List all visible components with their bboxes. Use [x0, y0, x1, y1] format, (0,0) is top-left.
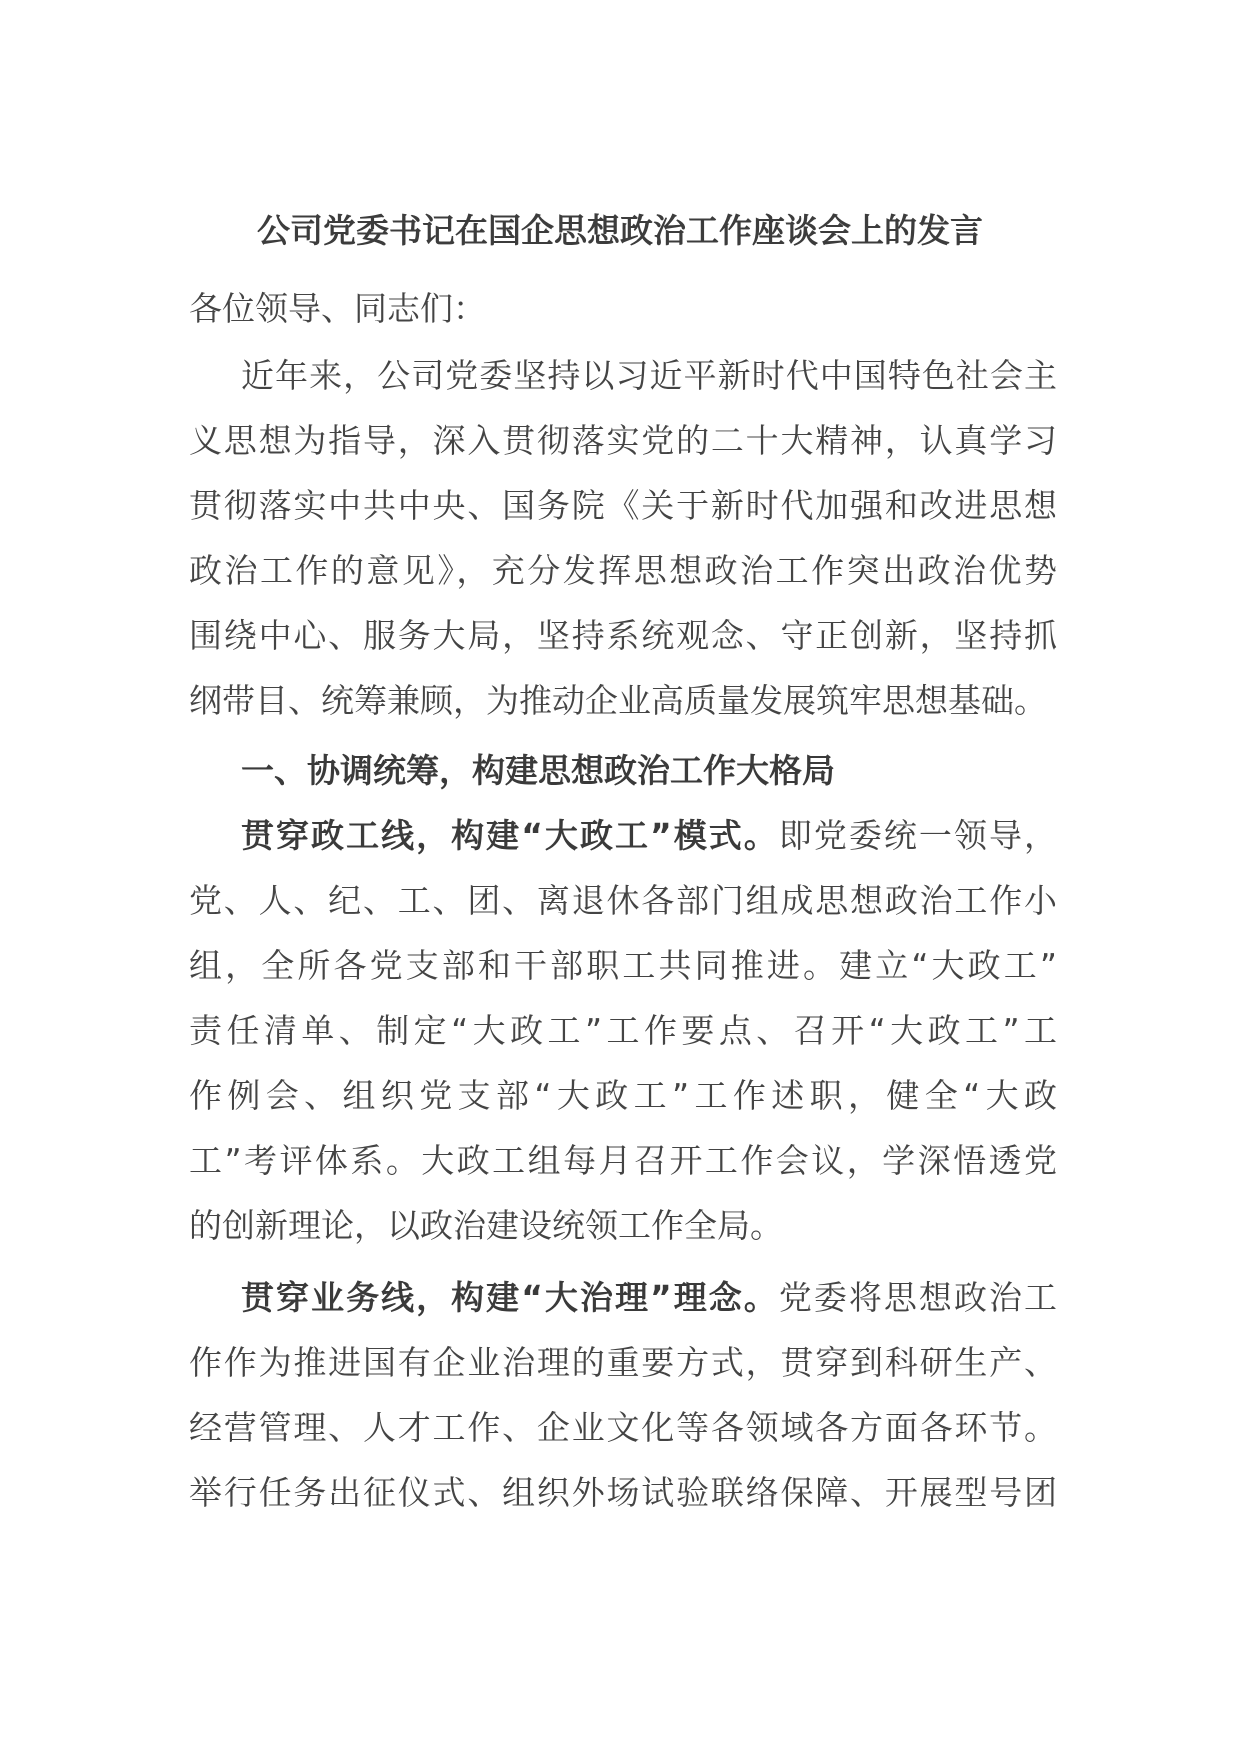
paragraph-line: 作例会、组织党支部“大政工”工作述职，健全“大政: [189, 1076, 1057, 1115]
paragraph-line: 政治工作的意见》，充分发挥思想政治工作突出政治优势: [189, 551, 1057, 590]
line-rest: 即党委统一领导，: [778, 816, 1057, 855]
paragraph-line: 围绕中心、服务大局，坚持系统观念、守正创新，坚持抓: [189, 616, 1057, 655]
paragraph-line: 经营管理、人才工作、企业文化等各领域各方面各环节。: [189, 1408, 1057, 1447]
paragraph-line: 责任清单、制定“大政工”工作要点、召开“大政工”工: [189, 1011, 1057, 1050]
paragraph-line: 举行任务出征仪式、组织外场试验联络保障、开展型号团: [189, 1473, 1057, 1512]
bold-lead: 贯穿业务线，构建“大治理”理念。: [241, 1278, 779, 1317]
paragraph-line: 纲带目、统筹兼顾，为推动企业高质量发展筑牢思想基础。: [189, 681, 1047, 720]
section-heading: 一、协调统筹，构建思想政治工作大格局: [241, 751, 835, 790]
paragraph-line: 义思想为指导，深入贯彻落实党的二十大精神，认真学习: [189, 421, 1057, 460]
paragraph-line: 工”考评体系。大政工组每月召开工作会议，学深悟透党: [189, 1141, 1057, 1180]
paragraph-line: 的创新理论，以政治建设统领工作全局。: [189, 1206, 783, 1245]
paragraph-line: [189, 1273, 1057, 1323]
paragraph-line: 党、人、纪、工、团、离退休各部门组成思想政治工作小: [189, 881, 1057, 920]
paragraph-line: 近年来，公司党委坚持以习近平新时代中国特色社会主: [241, 356, 1057, 395]
paragraph-line: [189, 811, 1057, 861]
greeting: 各位领导、同志们：: [189, 289, 486, 328]
line-rest: 党委将思想政治工: [778, 1278, 1057, 1317]
document-title: 公司党委书记在国企思想政治工作座谈会上的发言: [257, 211, 983, 250]
bold-lead: 贯穿政工线，构建“大政工”模式。: [241, 816, 779, 855]
paragraph-line: 贯彻落实中共中央、国务院《关于新时代加强和改进思想: [189, 486, 1057, 525]
paragraph-line: 组，全所各党支部和干部职工共同推进。建立“大政工”: [189, 946, 1057, 985]
paragraph-line: 作作为推进国有企业治理的重要方式，贯穿到科研生产、: [189, 1343, 1057, 1382]
